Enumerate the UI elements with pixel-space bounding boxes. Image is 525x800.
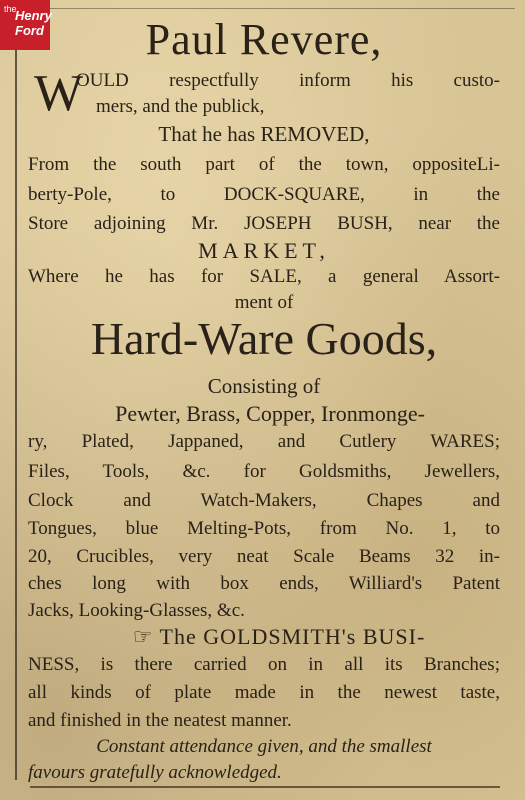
consisting-of-heading: Consisting of [207, 374, 321, 398]
ad-line: NESS, is there carried on in all its Branches; [28, 654, 500, 675]
logo-henry: Henry [15, 8, 52, 23]
ad-line: Pewter, Brass, Copper, Ironmonge- [115, 401, 425, 426]
goldsmith-heading: ☞ The GOLDSMITH's BUSI- [132, 624, 426, 649]
ad-line: Clock and Watch-Makers, Chapes and [28, 490, 500, 511]
logo-ford: Ford [15, 23, 44, 38]
ad-title: Paul Revere, [145, 15, 383, 64]
market-heading: MARKET, [198, 238, 330, 263]
ad-line: Files, Tools, &c. for Goldsmiths, Jewellers, [28, 461, 500, 482]
ad-line: Jacks, Looking-Glasses, &c. [28, 600, 245, 621]
logo-the: the [4, 4, 17, 14]
ad-line: Tongues, blue Melting-Pots, from No. 1, to [28, 518, 500, 539]
bottom-rule [30, 786, 500, 788]
removed-heading: That he has REMOVED, [158, 122, 370, 146]
left-column-rule [15, 40, 17, 780]
ad-line: Store adjoining Mr. JOSEPH BUSH, near the [28, 213, 500, 234]
ad-line: 20, Crucibles, very neat Scale Beams 32 in- [28, 546, 500, 567]
ad-line: Where he has for SALE, a general Assort- [28, 266, 500, 287]
ad-line: From the south part of the town, oppositeLi- [28, 154, 500, 175]
ad-line: and finished in the neatest manner. [28, 710, 292, 731]
ad-line: berty-Pole, to DOCK-SQUARE, in the [28, 184, 500, 205]
closing-line: favours gratefully acknowledged. [28, 762, 282, 783]
ad-line: ry, Plated, Jappaned, and Cutlery WARES; [28, 431, 500, 452]
drop-cap: W [34, 65, 84, 122]
ad-line: all kinds of plate made in the newest taste, [28, 682, 500, 703]
ad-line: ches long with box ends, Williard's Patent [28, 573, 500, 594]
ad-line: ment of [234, 292, 294, 313]
hardware-goods-heading: Hard-Ware Goods, [90, 313, 438, 364]
top-rule [15, 8, 515, 9]
ad-line: mers, and the publick, [96, 96, 265, 117]
ad-line: OULD respectfully inform his custo- [76, 70, 500, 91]
closing-line: Constant attendance given, and the smallest [96, 736, 432, 757]
